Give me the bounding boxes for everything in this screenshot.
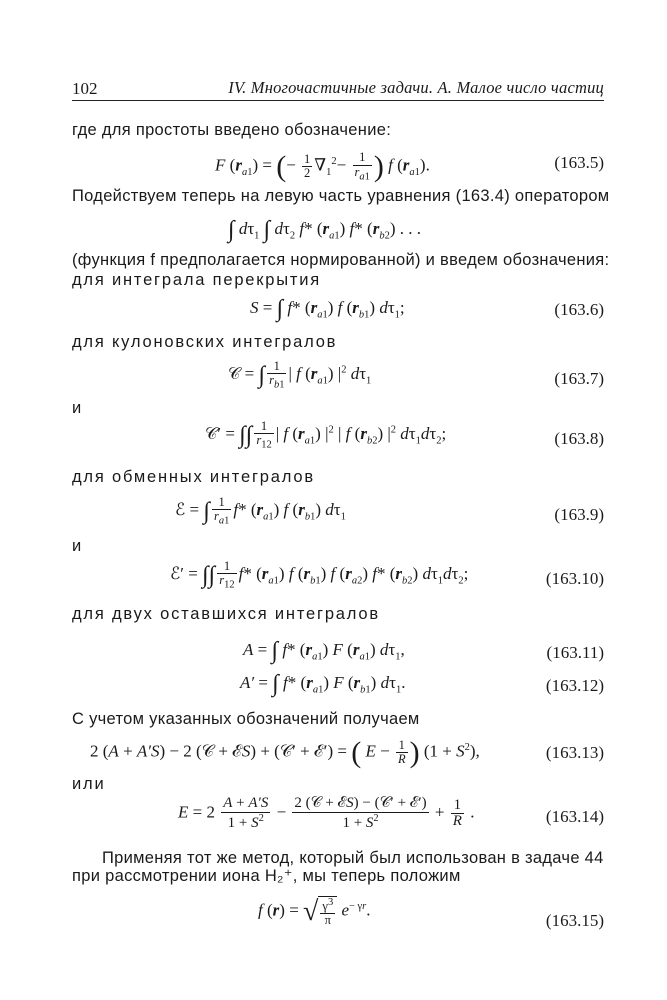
paragraph-method: Применяя тот же метод, который был использован в задаче 44 <box>102 849 604 867</box>
equation-163-10: ℰ′ = ∫∫ $\frac{1}{r_{12}}$ f* $(r_{a1})$ f $(r_{b1})$ f $(r_{a2})$ f* $(r_{b2})$ $d\tau_1d\tau_2$; <box>170 559 469 591</box>
equation-163-7: 𝒞 = ∫ $\frac{1}{r_{b1}}$ | f $(r_{a1})$ $|^2$ $d\tau_1$ <box>228 359 372 391</box>
conjunction-and: и <box>72 537 82 555</box>
equation-163-9: ℰ = ∫ $\frac{1}{r_{a1}}$ f* $(r_{a1})$ f $(r_{b1})$ $d\tau_1$ <box>175 495 346 527</box>
running-title: IV. Многочастичные задачи. А. Малое число частиц <box>228 78 604 97</box>
running-header <box>72 78 604 101</box>
paragraph-normalization: (функция f предполагается нормированной) и введем обозначения: <box>72 251 610 269</box>
equation-163-8: 𝒞′ = ∫∫ $\frac{1}{r_{12}}$ | f $(r_{a1})$ $|^2$ | f $(r_{b2})$ $|^2$ $d\tau_1d\tau_2$; <box>205 419 447 451</box>
equation-number: (163.13) <box>545 743 604 762</box>
equation-number: (163.5) <box>554 153 604 172</box>
equation-163-12: A′ = ∫ f* $(r_{a1})$ F $(r_{b1})$ $d\tau_1$. <box>240 671 406 697</box>
equation-163-13: 2 (A + A′S) − 2 (𝒞 + ℰS) + (𝒞′ + ℰ′) = ( E − $\frac{1}{R}$ ) $(1 + S^2)$, <box>90 736 480 769</box>
equation-number: (163.11) <box>546 643 604 662</box>
conjunction-or: или <box>72 775 106 793</box>
equation-number: (163.12) <box>545 676 604 695</box>
equation-number: (163.10) <box>545 569 604 588</box>
paragraph-overlap: для интеграла перекрытия <box>72 271 322 289</box>
paragraph-operator: Подействуем теперь на левую часть уравнения (163.4) оператором <box>72 187 610 205</box>
equation-number: (163.8) <box>554 429 604 448</box>
paragraph-result: С учетом указанных обозначений получаем <box>72 710 420 728</box>
equation-number: (163.6) <box>554 300 604 319</box>
paragraph-notation-intro: где для простоты введено обозначение: <box>72 121 392 139</box>
operator-expression: ∫ $d\tau_1$ ∫ $d\tau_2$ f* $(r_{a1})$ f* $(r_{b2})$ . . . <box>228 217 421 243</box>
equation-163-11: A = ∫ f* $(r_{a1})$ F $(r_{a1})$ $d\tau_1$, <box>243 638 405 664</box>
paragraph-exchange: для обменных интегралов <box>72 468 315 486</box>
paragraph-remaining: для двух оставшихся интегралов <box>72 605 380 623</box>
equation-163-5: F $(r_{a1})$ = (− $\frac{1}{2}$ $\nabla_1^2-$ $\frac{1}{r_{a1}}$ ) f $(r_{a1})$. <box>215 150 430 183</box>
page-number: 102 <box>72 79 98 98</box>
equation-number: (163.7) <box>554 369 604 388</box>
conjunction-and: и <box>72 399 82 417</box>
paragraph-coulomb: для кулоновских интегралов <box>72 333 338 351</box>
equation-163-6: S = ∫ f* $(r_{a1})$ f $(r_{b1})$ $d\tau_1$; <box>250 296 405 322</box>
equation-163-14: E = 2 $\frac{A + A'S}{1 + S^2}$ − $\frac{\text{2 (𝒞 + ℰS) − (𝒞′ + ℰ′)}}{1 + S^2}$ + $\frac{1}{R}$ . <box>178 795 475 831</box>
equation-number: (163.15) <box>545 911 604 930</box>
equation-number: (163.9) <box>554 505 604 524</box>
equation-number: (163.14) <box>545 807 604 826</box>
equation-163-15: f (r) = √ $\frac{\gamma^3}{\pi}$ $e^{- \gamma r}$. <box>258 896 371 928</box>
paragraph-method-cont: при рассмотрении иона H₂⁺, мы теперь положим <box>72 867 461 885</box>
